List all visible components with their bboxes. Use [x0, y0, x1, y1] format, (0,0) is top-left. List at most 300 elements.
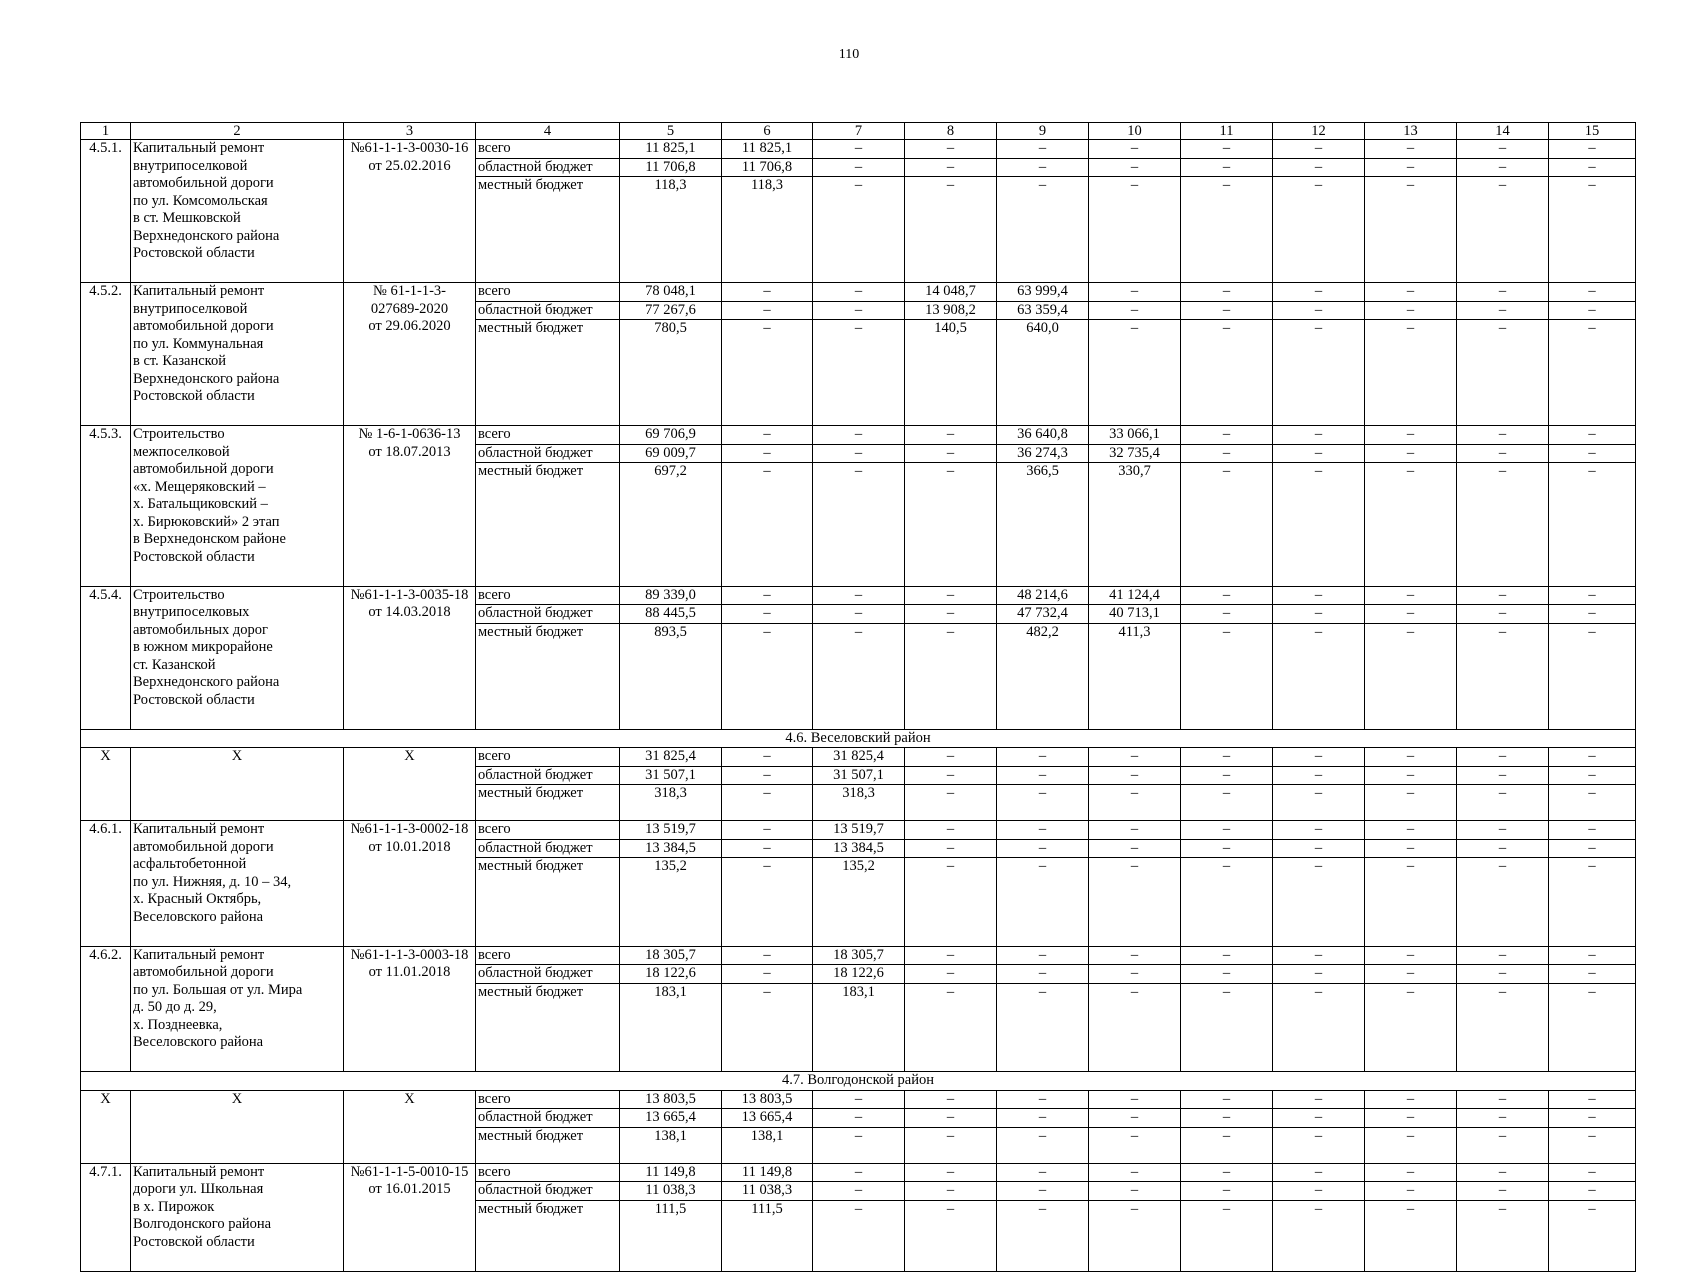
amount-cell: – — [1457, 965, 1549, 984]
amount-cell: – — [722, 983, 813, 1072]
amount-cell: – — [1457, 444, 1549, 463]
amount-cell: – — [1549, 1090, 1636, 1109]
amount-cell: – — [1089, 283, 1181, 302]
amount-cell: – — [1365, 426, 1457, 445]
amount-cell: – — [997, 1127, 1089, 1163]
funding-source: областной бюджет — [476, 605, 620, 624]
amount-cell: – — [1273, 1090, 1365, 1109]
table-row — [81, 426, 1636, 445]
registration-code — [344, 586, 476, 729]
amount-cell: – — [1365, 1182, 1457, 1201]
amount-cell: – — [1365, 605, 1457, 624]
funding-source: местный бюджет — [476, 1200, 620, 1271]
amount-cell: – — [1457, 283, 1549, 302]
amount-cell: – — [1181, 1127, 1273, 1163]
amount-cell: 11 038,3 — [620, 1182, 722, 1201]
row-number: 4.5.4. — [81, 586, 131, 729]
cell-line: Капитальный ремонт — [133, 946, 265, 963]
amount-cell: – — [1273, 1127, 1365, 1163]
amount-cell: – — [1273, 1109, 1365, 1128]
cell-line: автомобильных дорог — [133, 621, 268, 638]
cell-line: 027689-2020 — [370, 300, 449, 317]
cell-line: х. Батальщиковский – — [133, 496, 268, 512]
amount-cell: – — [1365, 301, 1457, 320]
amount-cell: – — [1181, 785, 1273, 821]
amount-cell: – — [1365, 821, 1457, 840]
row-number: Х — [81, 1090, 131, 1163]
column-header: 8 — [905, 123, 997, 140]
amount-cell: – — [1457, 463, 1549, 587]
amount-cell: – — [905, 623, 997, 729]
amount-cell: – — [813, 426, 905, 445]
table-row — [81, 1090, 1636, 1109]
object-name — [131, 586, 344, 729]
amount-cell: – — [1549, 283, 1636, 302]
cell-line: от 14.03.2018 — [368, 604, 451, 620]
amount-cell: – — [1273, 858, 1365, 947]
amount-cell: – — [1089, 821, 1181, 840]
amount-cell: – — [1457, 858, 1549, 947]
row-number: 4.6.1. — [81, 821, 131, 947]
amount-cell: 482,2 — [997, 623, 1089, 729]
amount-cell: – — [1273, 946, 1365, 965]
amount-cell: – — [1365, 1127, 1457, 1163]
amount-cell: – — [997, 965, 1089, 984]
registration-code — [344, 1163, 476, 1271]
column-header: 4 — [476, 123, 620, 140]
amount-cell: – — [1457, 748, 1549, 767]
cell-line: Капитальный ремонт — [133, 283, 265, 299]
cell-line: межпоселковой — [133, 443, 230, 460]
amount-cell: 411,3 — [1089, 623, 1181, 729]
cell-line: автомобильной дороги — [133, 461, 274, 477]
amount-cell: 63 999,4 — [997, 283, 1089, 302]
amount-cell: – — [1365, 858, 1457, 947]
amount-cell: – — [1549, 785, 1636, 821]
cell-line: Веселовского района — [133, 908, 264, 925]
cell-line: внутрипоселковых — [133, 604, 250, 620]
amount-cell: 48 214,6 — [997, 586, 1089, 605]
amount-cell: – — [1549, 821, 1636, 840]
amount-cell: – — [1457, 586, 1549, 605]
amount-cell: – — [1181, 320, 1273, 426]
amount-cell: – — [1089, 1090, 1181, 1109]
amount-cell: – — [1273, 748, 1365, 767]
amount-cell: – — [813, 463, 905, 587]
registration-code — [344, 748, 476, 821]
amount-cell: – — [1273, 158, 1365, 177]
amount-cell: – — [905, 1127, 997, 1163]
amount-cell: – — [1089, 1182, 1181, 1201]
amount-cell: 111,5 — [722, 1200, 813, 1271]
amount-cell: 330,7 — [1089, 463, 1181, 587]
amount-cell: – — [1181, 140, 1273, 159]
amount-cell: 11 038,3 — [722, 1182, 813, 1201]
amount-cell: – — [1365, 463, 1457, 587]
amount-cell: – — [1089, 1109, 1181, 1128]
row-number: 4.5.3. — [81, 426, 131, 587]
amount-cell: – — [997, 858, 1089, 947]
amount-cell: – — [1365, 839, 1457, 858]
funding-source: областной бюджет — [476, 444, 620, 463]
cell-line: Ростовской области — [133, 245, 255, 261]
cell-line: асфальтобетонной — [133, 856, 247, 872]
cell-line: Ростовской области — [133, 1233, 255, 1250]
funding-source: областной бюджет — [476, 839, 620, 858]
funding-source: местный бюджет — [476, 983, 620, 1072]
amount-cell: – — [1181, 1200, 1273, 1271]
cell-line: внутрипоселковой — [133, 157, 248, 174]
funding-source: всего — [476, 586, 620, 605]
table-row — [81, 748, 1636, 767]
registration-code — [344, 426, 476, 587]
amount-cell: 893,5 — [620, 623, 722, 729]
cell-line: автомобильной дороги — [133, 175, 274, 191]
amount-cell: – — [1457, 426, 1549, 445]
amount-cell: – — [722, 301, 813, 320]
amount-cell: – — [1549, 301, 1636, 320]
cell-line: в ст. Мешковской — [133, 210, 241, 226]
amount-cell: – — [1457, 177, 1549, 283]
cell-line: №61-1-1-3-0002-18 — [350, 821, 469, 837]
amount-cell: – — [1181, 426, 1273, 445]
amount-cell: 41 124,4 — [1089, 586, 1181, 605]
amount-cell: 18 305,7 — [620, 946, 722, 965]
cell-line: в ст. Казанской — [133, 353, 226, 369]
amount-cell: – — [1089, 320, 1181, 426]
amount-cell: 33 066,1 — [1089, 426, 1181, 445]
cell-line: от 18.07.2013 — [368, 443, 451, 460]
cell-line: автомобильной дороги — [133, 838, 274, 855]
cell-line: «х. Мещеряковский – — [133, 478, 266, 495]
amount-cell: – — [997, 158, 1089, 177]
amount-cell: – — [1549, 1163, 1636, 1182]
amount-cell: – — [1273, 301, 1365, 320]
cell-line: в Верхнедонском районе — [133, 531, 286, 547]
amount-cell: – — [1181, 766, 1273, 785]
amount-cell: – — [1273, 463, 1365, 587]
program-financing-table — [80, 122, 1636, 1272]
cell-line: Ростовской области — [133, 691, 255, 708]
column-header: 2 — [131, 123, 344, 140]
amount-cell: – — [1549, 965, 1636, 984]
amount-cell: 13 665,4 — [722, 1109, 813, 1128]
cell-line: от 25.02.2016 — [368, 157, 451, 174]
table-row — [81, 1163, 1636, 1182]
amount-cell: – — [1549, 858, 1636, 947]
amount-cell: 11 149,8 — [722, 1163, 813, 1182]
amount-cell: 63 359,4 — [997, 301, 1089, 320]
amount-cell: 138,1 — [620, 1127, 722, 1163]
amount-cell: – — [1549, 983, 1636, 1072]
amount-cell: – — [722, 858, 813, 947]
amount-cell: – — [1457, 623, 1549, 729]
funding-source: всего — [476, 748, 620, 767]
amount-cell: – — [1365, 965, 1457, 984]
amount-cell: – — [1181, 586, 1273, 605]
cell-line: Х — [404, 1090, 415, 1107]
amount-cell: – — [1273, 586, 1365, 605]
amount-cell: 69 706,9 — [620, 426, 722, 445]
amount-cell: 14 048,7 — [905, 283, 997, 302]
amount-cell: – — [813, 623, 905, 729]
amount-cell: – — [1181, 463, 1273, 587]
amount-cell: – — [1181, 1109, 1273, 1128]
amount-cell: 13 519,7 — [620, 821, 722, 840]
amount-cell: 13 908,2 — [905, 301, 997, 320]
cell-line: по ул. Коммунальная — [133, 335, 264, 352]
cell-line: Ростовской области — [133, 548, 255, 565]
column-header: 13 — [1365, 123, 1457, 140]
amount-cell: – — [1181, 1182, 1273, 1201]
amount-cell: 31 825,4 — [813, 748, 905, 767]
amount-cell: – — [1089, 301, 1181, 320]
amount-cell: – — [1549, 1127, 1636, 1163]
cell-line: № 61-1-1-3- — [372, 283, 447, 299]
amount-cell: – — [1457, 821, 1549, 840]
amount-cell: – — [1365, 946, 1457, 965]
amount-cell: – — [813, 1163, 905, 1182]
amount-cell: – — [1273, 1182, 1365, 1201]
amount-cell: 11 706,8 — [722, 158, 813, 177]
cell-line: ст. Казанской — [133, 656, 216, 673]
registration-code — [344, 821, 476, 947]
amount-cell: – — [1549, 320, 1636, 426]
amount-cell: – — [1089, 766, 1181, 785]
amount-cell: 11 825,1 — [722, 140, 813, 159]
funding-source: всего — [476, 1090, 620, 1109]
amount-cell: 11 825,1 — [620, 140, 722, 159]
registration-code — [344, 140, 476, 283]
amount-cell: – — [1457, 140, 1549, 159]
cell-line: Строительство — [133, 426, 225, 442]
cell-line: Капитальный ремонт — [133, 821, 265, 837]
column-header: 10 — [1089, 123, 1181, 140]
amount-cell: – — [1089, 140, 1181, 159]
amount-cell: – — [1273, 766, 1365, 785]
amount-cell: – — [1089, 177, 1181, 283]
amount-cell: 18 122,6 — [620, 965, 722, 984]
object-name — [131, 821, 344, 947]
amount-cell: 18 122,6 — [813, 965, 905, 984]
amount-cell: – — [813, 1200, 905, 1271]
amount-cell: – — [813, 605, 905, 624]
amount-cell: – — [722, 785, 813, 821]
amount-cell: – — [1549, 426, 1636, 445]
amount-cell: – — [1549, 946, 1636, 965]
amount-cell: – — [1549, 586, 1636, 605]
amount-cell: – — [1457, 1109, 1549, 1128]
registration-code — [344, 1090, 476, 1163]
amount-cell: – — [1089, 1127, 1181, 1163]
amount-cell: – — [1549, 140, 1636, 159]
cell-line: Верхнедонского района — [133, 370, 280, 387]
amount-cell: 366,5 — [997, 463, 1089, 587]
funding-source: областной бюджет — [476, 301, 620, 320]
cell-line: х. Бирюковский» 2 этап — [133, 513, 280, 530]
amount-cell: – — [905, 839, 997, 858]
cell-line: Верхнедонского района — [133, 674, 280, 690]
amount-cell: – — [1549, 158, 1636, 177]
amount-cell: – — [997, 821, 1089, 840]
amount-cell: – — [997, 140, 1089, 159]
cell-line: в южном микрорайоне — [133, 639, 273, 655]
amount-cell: – — [997, 839, 1089, 858]
amount-cell: – — [905, 1163, 997, 1182]
amount-cell: – — [1181, 965, 1273, 984]
amount-cell: – — [905, 821, 997, 840]
amount-cell: – — [1365, 177, 1457, 283]
cell-line: в х. Пирожок — [133, 1198, 215, 1215]
cell-line: Ростовской области — [133, 388, 255, 404]
amount-cell: – — [1273, 283, 1365, 302]
cell-line: Х — [404, 748, 415, 764]
cell-line: от 11.01.2018 — [368, 964, 451, 980]
amount-cell: 118,3 — [722, 177, 813, 283]
amount-cell: – — [1549, 177, 1636, 283]
amount-cell: – — [997, 1182, 1089, 1201]
cell-line: от 16.01.2015 — [368, 1181, 451, 1197]
amount-cell: 88 445,5 — [620, 605, 722, 624]
amount-cell: – — [1089, 839, 1181, 858]
amount-cell: – — [905, 444, 997, 463]
amount-cell: – — [1549, 1182, 1636, 1201]
cell-line: №61-1-1-3-0030-16 — [350, 140, 469, 156]
column-header: 14 — [1457, 123, 1549, 140]
amount-cell: – — [722, 586, 813, 605]
cell-line: Капитальный ремонт — [133, 140, 265, 156]
amount-cell: – — [905, 140, 997, 159]
amount-cell: – — [997, 1163, 1089, 1182]
amount-cell: – — [813, 177, 905, 283]
amount-cell: 31 507,1 — [813, 766, 905, 785]
amount-cell: 183,1 — [620, 983, 722, 1072]
cell-line: Волгодонского района — [133, 1216, 272, 1232]
funding-source: областной бюджет — [476, 766, 620, 785]
amount-cell: – — [997, 748, 1089, 767]
amount-cell: – — [722, 946, 813, 965]
amount-cell: – — [997, 983, 1089, 1072]
amount-cell: – — [1181, 605, 1273, 624]
amount-cell: – — [905, 1200, 997, 1271]
amount-cell: – — [1089, 965, 1181, 984]
cell-line: автомобильной дороги — [133, 964, 274, 980]
cell-line: х. Красный Октябрь, — [133, 891, 262, 907]
amount-cell: – — [1365, 983, 1457, 1072]
amount-cell: – — [722, 605, 813, 624]
funding-source: местный бюджет — [476, 785, 620, 821]
column-header: 3 — [344, 123, 476, 140]
amount-cell: – — [905, 1109, 997, 1128]
amount-cell: – — [722, 766, 813, 785]
amount-cell: – — [813, 283, 905, 302]
registration-code — [344, 283, 476, 426]
amount-cell: – — [1181, 748, 1273, 767]
amount-cell: – — [813, 1127, 905, 1163]
amount-cell: – — [813, 158, 905, 177]
funding-source: местный бюджет — [476, 320, 620, 426]
amount-cell: – — [1273, 177, 1365, 283]
amount-cell: – — [1181, 821, 1273, 840]
amount-cell: – — [1365, 1200, 1457, 1271]
funding-source: областной бюджет — [476, 158, 620, 177]
row-number: 4.5.1. — [81, 140, 131, 283]
cell-line: № 1-6-1-0636-13 — [358, 426, 461, 442]
amount-cell: – — [1457, 301, 1549, 320]
cell-line: №61-1-1-5-0010-15 — [350, 1163, 469, 1180]
amount-cell: 31 507,1 — [620, 766, 722, 785]
amount-cell: – — [1365, 586, 1457, 605]
column-header: 9 — [997, 123, 1089, 140]
amount-cell: 318,3 — [813, 785, 905, 821]
amount-cell: – — [997, 766, 1089, 785]
amount-cell: – — [1089, 983, 1181, 1072]
amount-cell: – — [1549, 839, 1636, 858]
amount-cell: – — [813, 320, 905, 426]
amount-cell: – — [1181, 301, 1273, 320]
table-row — [81, 283, 1636, 302]
amount-cell: – — [905, 586, 997, 605]
cell-line: Капитальный ремонт — [133, 1163, 265, 1180]
amount-cell: – — [1549, 463, 1636, 587]
amount-cell: – — [1273, 839, 1365, 858]
amount-cell: 135,2 — [813, 858, 905, 947]
amount-cell: – — [1273, 426, 1365, 445]
table-header-row — [81, 123, 1636, 140]
column-header: 6 — [722, 123, 813, 140]
amount-cell: – — [1089, 158, 1181, 177]
amount-cell: – — [905, 1182, 997, 1201]
amount-cell: – — [1365, 1163, 1457, 1182]
amount-cell: – — [1365, 283, 1457, 302]
amount-cell: – — [1181, 444, 1273, 463]
amount-cell: 11 149,8 — [620, 1163, 722, 1182]
amount-cell: – — [1457, 320, 1549, 426]
amount-cell: – — [1365, 785, 1457, 821]
amount-cell: 78 048,1 — [620, 283, 722, 302]
column-header: 7 — [813, 123, 905, 140]
amount-cell: – — [722, 821, 813, 840]
amount-cell: – — [905, 766, 997, 785]
object-name — [131, 140, 344, 283]
object-name — [131, 283, 344, 426]
funding-source: местный бюджет — [476, 177, 620, 283]
amount-cell: 13 384,5 — [813, 839, 905, 858]
cell-line: Веселовского района — [133, 1034, 264, 1050]
amount-cell: – — [1089, 748, 1181, 767]
amount-cell: – — [813, 1090, 905, 1109]
amount-cell: – — [905, 748, 997, 767]
object-name — [131, 1090, 344, 1163]
amount-cell: – — [1089, 1200, 1181, 1271]
amount-cell: – — [722, 839, 813, 858]
amount-cell: – — [1365, 623, 1457, 729]
amount-cell: – — [1273, 983, 1365, 1072]
amount-cell: – — [1457, 158, 1549, 177]
amount-cell: – — [1549, 748, 1636, 767]
amount-cell: – — [1181, 1090, 1273, 1109]
amount-cell: 13 665,4 — [620, 1109, 722, 1128]
column-header: 12 — [1273, 123, 1365, 140]
funding-source: всего — [476, 426, 620, 445]
cell-line: по ул. Комсомольская — [133, 192, 268, 209]
amount-cell: – — [813, 586, 905, 605]
cell-line: внутрипоселковой — [133, 300, 248, 317]
amount-cell: – — [1181, 177, 1273, 283]
registration-code — [344, 946, 476, 1072]
amount-cell: – — [1181, 839, 1273, 858]
column-header: 15 — [1549, 123, 1636, 140]
